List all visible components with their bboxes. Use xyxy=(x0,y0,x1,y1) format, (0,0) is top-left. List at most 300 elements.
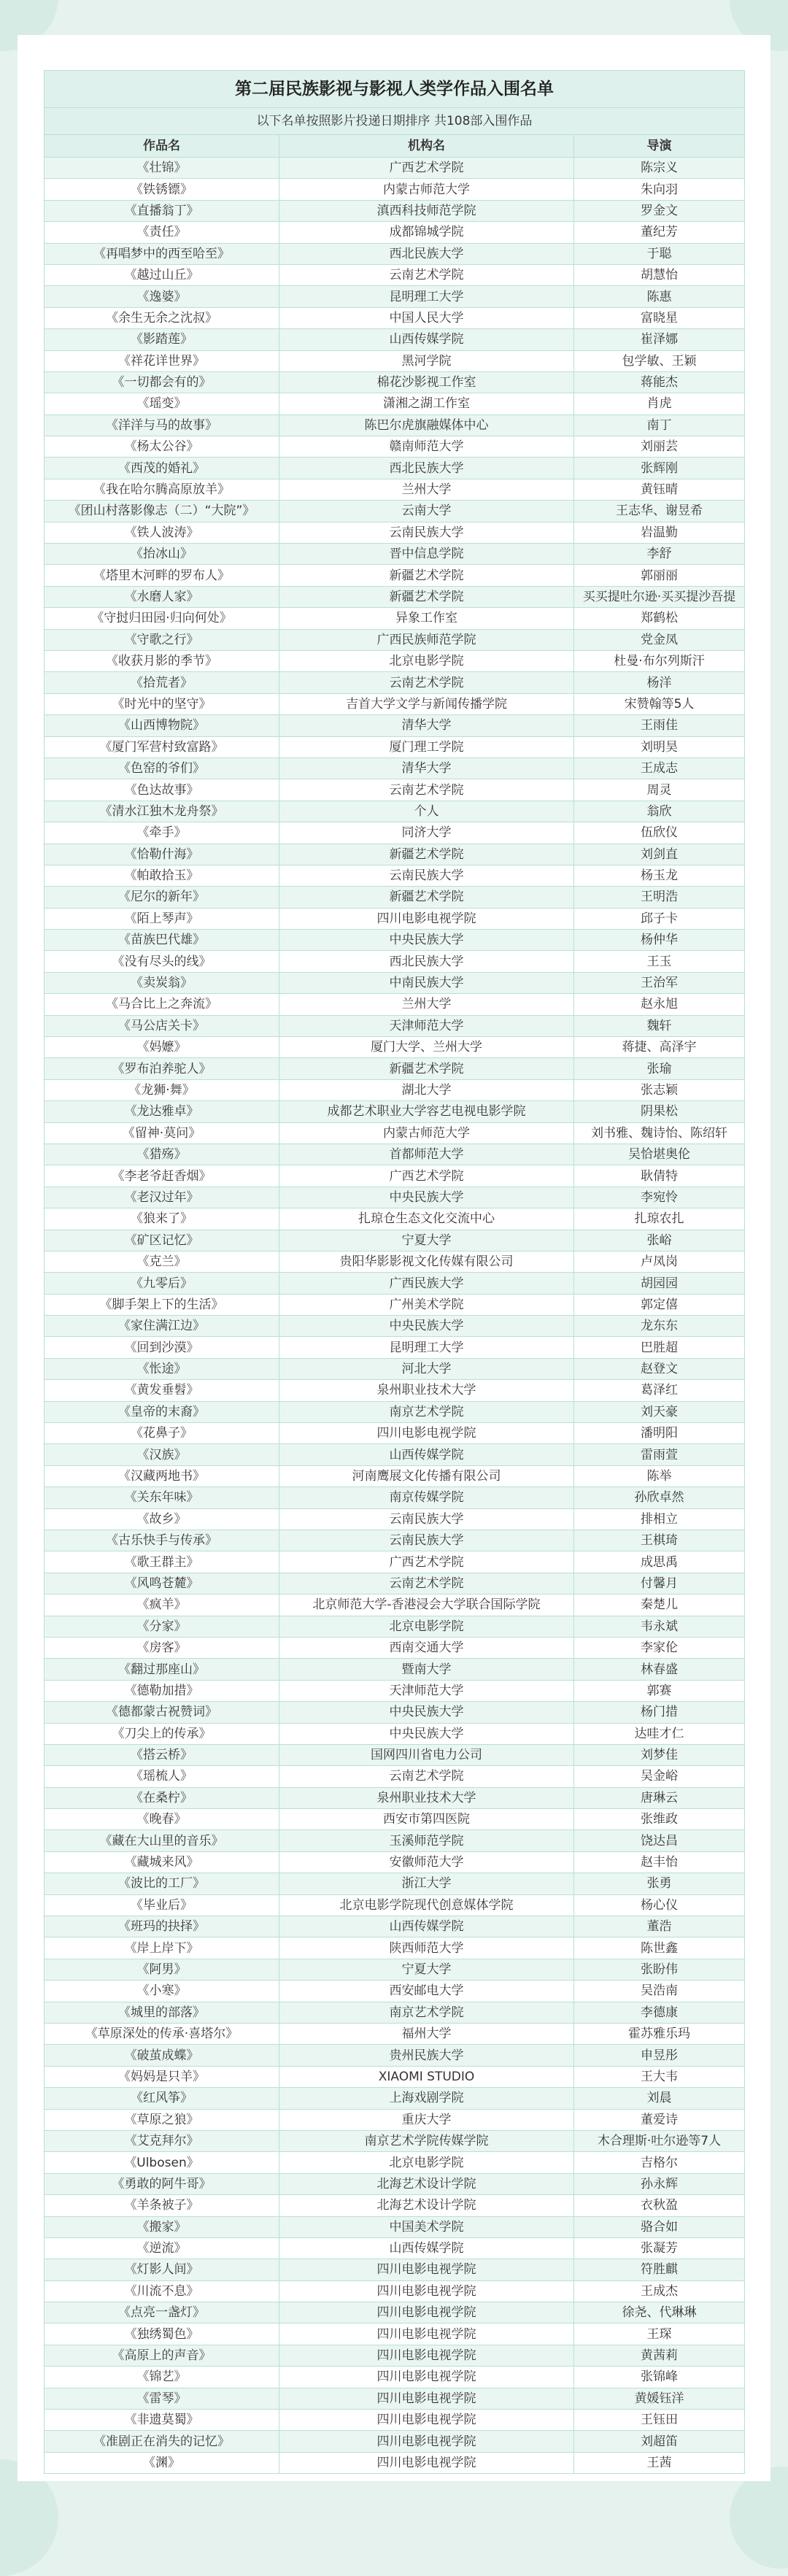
cell-work: 《疯羊》 xyxy=(45,1594,279,1616)
table-row xyxy=(45,1937,745,1959)
table-row xyxy=(45,736,745,757)
table-row xyxy=(45,608,745,629)
cell-institution: 厦门大学、兰州大学 xyxy=(279,1037,574,1058)
table-row xyxy=(45,1273,745,1294)
cell-institution: 云南民族大学 xyxy=(279,865,574,886)
cell-institution: 西北民族大学 xyxy=(279,458,574,479)
cell-work: 《刀尖上的传承》 xyxy=(45,1723,279,1744)
table-row xyxy=(45,2173,745,2194)
cell-work: 《川流不息》 xyxy=(45,2280,279,2302)
cell-director: 赵永旭 xyxy=(574,994,745,1015)
cell-work: 《黄发垂髫》 xyxy=(45,1380,279,1401)
cell-work: 《草原之狼》 xyxy=(45,2109,279,2130)
cell-work: 《非遗莫蜀》 xyxy=(45,2410,279,2431)
cell-director: 蒋能杰 xyxy=(574,371,745,393)
cell-director: 陈宗义 xyxy=(574,158,745,179)
cell-institution: 扎琼仓生态文化交流中心 xyxy=(279,1208,574,1230)
cell-director: 刘丽芸 xyxy=(574,436,745,458)
cell-institution: 四川电影电视学院 xyxy=(279,908,574,929)
subtitle-row xyxy=(45,108,745,135)
table-row xyxy=(45,2088,745,2109)
cell-institution: 陈巴尔虎旗融媒体中心 xyxy=(279,414,574,436)
cell-institution: 赣南师范大学 xyxy=(279,436,574,458)
cell-institution: 西北民族大学 xyxy=(279,951,574,972)
cell-director: 胡园园 xyxy=(574,1273,745,1294)
cell-work: 《塔里木河畔的罗布人》 xyxy=(45,565,279,586)
table-row xyxy=(45,1144,745,1165)
cell-director: 刘晨 xyxy=(574,2088,745,2109)
table-row xyxy=(45,1959,745,1980)
cell-director: 伍欣仪 xyxy=(574,822,745,844)
table-row xyxy=(45,930,745,951)
column-header-work: 作品名 xyxy=(45,135,279,158)
cell-institution: 西安邮电大学 xyxy=(279,1981,574,2002)
table-row xyxy=(45,586,745,607)
cell-director: 巴胜超 xyxy=(574,1337,745,1358)
table-row xyxy=(45,2345,745,2366)
table-row xyxy=(45,2452,745,2473)
table-row xyxy=(45,2023,745,2044)
table-row xyxy=(45,1530,745,1551)
cell-institution: 广西艺术学院 xyxy=(279,1165,574,1187)
table-row xyxy=(45,1230,745,1251)
cell-director: 朱向羽 xyxy=(574,179,745,200)
cell-director: 黄钰晴 xyxy=(574,479,745,500)
cell-work: 《岸上岸下》 xyxy=(45,1937,279,1959)
cell-institution: 宁夏大学 xyxy=(279,1959,574,1980)
cell-director: 吴恰堪奥伦 xyxy=(574,1144,745,1165)
cell-work: 《卖炭翁》 xyxy=(45,972,279,993)
cell-director: 唐琳云 xyxy=(574,1787,745,1808)
cell-director: 达哇才仁 xyxy=(574,1723,745,1744)
cell-director: 富晓星 xyxy=(574,307,745,328)
cell-institution: 成都艺术职业大学容艺电视电影学院 xyxy=(279,1101,574,1122)
cell-institution: 西北民族大学 xyxy=(279,243,574,264)
cell-director: 王玉 xyxy=(574,951,745,972)
cell-institution: 四川电影电视学院 xyxy=(279,2410,574,2431)
cell-director: 黄媛钰洋 xyxy=(574,2388,745,2409)
cell-director: 宋赞翰等5人 xyxy=(574,693,745,714)
cell-work: 《藏在大山里的音乐》 xyxy=(45,1830,279,1851)
cell-work: 《苗族巴代雄》 xyxy=(45,930,279,951)
cell-director: 郭赛 xyxy=(574,1680,745,1701)
cell-director: 龙东东 xyxy=(574,1316,745,1337)
header-row xyxy=(45,135,745,158)
table-row xyxy=(45,479,745,500)
cell-work: 《家住满江边》 xyxy=(45,1316,279,1337)
cell-work: 《壮锦》 xyxy=(45,158,279,179)
cell-institution: 云南艺术学院 xyxy=(279,1573,574,1594)
cell-institution: 中央民族大学 xyxy=(279,1702,574,1723)
cell-institution: 天津师范大学 xyxy=(279,1015,574,1036)
cell-director: 杨心仪 xyxy=(574,1894,745,1916)
table-row xyxy=(45,1830,745,1851)
cell-institution: 潇湘之湖工作室 xyxy=(279,393,574,414)
page-title: 第二届民族影视与影视人类学作品入围名单 xyxy=(45,71,745,108)
cell-director: 徐尧、代琳琳 xyxy=(574,2302,745,2324)
cell-institution: 四川电影电视学院 xyxy=(279,2367,574,2388)
table-row xyxy=(45,951,745,972)
table-row xyxy=(45,2002,745,2023)
cell-work: 《分家》 xyxy=(45,1616,279,1637)
table-row xyxy=(45,1744,745,1765)
table-row xyxy=(45,1358,745,1379)
cell-director: 衣秋盈 xyxy=(574,2195,745,2216)
table-row xyxy=(45,801,745,822)
cell-work: 《收获月影的季节》 xyxy=(45,650,279,671)
cell-director: 王明浩 xyxy=(574,887,745,908)
table-row xyxy=(45,1702,745,1723)
table-row xyxy=(45,1981,745,2002)
table-row xyxy=(45,1187,745,1208)
cell-institution: 北海艺术设计学院 xyxy=(279,2195,574,2216)
cell-work: 《雷琴》 xyxy=(45,2388,279,2409)
column-header-institution: 机构名 xyxy=(279,135,574,158)
cell-work: 《古乐快手与传承》 xyxy=(45,1530,279,1551)
cell-work: 《牵手》 xyxy=(45,822,279,844)
table-row xyxy=(45,1122,745,1144)
cell-institution: 滇西科技师范学院 xyxy=(279,200,574,221)
cell-institution: 北京电影学院 xyxy=(279,1616,574,1637)
cell-institution: 山西传媒学院 xyxy=(279,2237,574,2259)
table-row xyxy=(45,822,745,844)
cell-work: 《直播翁丁》 xyxy=(45,200,279,221)
cell-work: 《留神·莫问》 xyxy=(45,1122,279,1144)
nominee-table xyxy=(44,70,745,2474)
cell-director: 王成杰 xyxy=(574,2280,745,2302)
cell-director: 刘天豪 xyxy=(574,1401,745,1422)
cell-institution: 成都锦城学院 xyxy=(279,222,574,243)
table-row xyxy=(45,2302,745,2324)
cell-work: 《汉藏两地书》 xyxy=(45,1465,279,1486)
cell-institution: 清华大学 xyxy=(279,715,574,736)
cell-institution: 暨南大学 xyxy=(279,1659,574,1680)
table-row xyxy=(45,1508,745,1530)
cell-director: 王大韦 xyxy=(574,2066,745,2087)
cell-work: 《关东年味》 xyxy=(45,1487,279,1508)
cell-director: 孙欣卓然 xyxy=(574,1487,745,1508)
cell-work: 《藏城来风》 xyxy=(45,1851,279,1873)
cell-director: 周灵 xyxy=(574,779,745,801)
cell-work: 《波比的工厂》 xyxy=(45,1873,279,1894)
cell-institution: 中国美术学院 xyxy=(279,2216,574,2237)
cell-institution: 中国人民大学 xyxy=(279,307,574,328)
cell-director: 霍苏雅乐玛 xyxy=(574,2023,745,2044)
cell-institution: 北京电影学院 xyxy=(279,650,574,671)
cell-institution: 山西传媒学院 xyxy=(279,1444,574,1465)
cell-director: 黄茜莉 xyxy=(574,2345,745,2366)
table-row xyxy=(45,2280,745,2302)
cell-work: 《水磨人家》 xyxy=(45,586,279,607)
cell-work: 《色窑的爷们》 xyxy=(45,757,279,779)
cell-director: 林春盛 xyxy=(574,1659,745,1680)
cell-director: 杨门措 xyxy=(574,1702,745,1723)
cell-director: 符胜麒 xyxy=(574,2259,745,2280)
cell-work: 《守挝归田园·归向何处》 xyxy=(45,608,279,629)
cell-work: 《杨太公谷》 xyxy=(45,436,279,458)
cell-director: 杨玉龙 xyxy=(574,865,745,886)
cell-work: 《祥花详世界》 xyxy=(45,350,279,371)
cell-work: 《怅途》 xyxy=(45,1358,279,1379)
cell-institution: 昆明理工大学 xyxy=(279,286,574,307)
cell-institution: 湖北大学 xyxy=(279,1079,574,1100)
cell-institution: 山西传媒学院 xyxy=(279,329,574,350)
cell-director: 吉格尔 xyxy=(574,2152,745,2173)
cell-work: 《德勒加措》 xyxy=(45,1680,279,1701)
table-row xyxy=(45,1894,745,1916)
cell-institution: 个人 xyxy=(279,801,574,822)
table-row xyxy=(45,1465,745,1486)
cell-work: 《在桑柠》 xyxy=(45,1787,279,1808)
cell-director: 雷雨萱 xyxy=(574,1444,745,1465)
table-row xyxy=(45,1380,745,1401)
cell-director: 刘梦佳 xyxy=(574,1744,745,1765)
cell-director: 潘明阳 xyxy=(574,1423,745,1444)
cell-institution: 中央民族大学 xyxy=(279,1187,574,1208)
table-row xyxy=(45,1659,745,1680)
cell-institution: 安徽师范大学 xyxy=(279,1851,574,1873)
table-row xyxy=(45,264,745,285)
cell-institution: 福州大学 xyxy=(279,2023,574,2044)
cell-director: 董浩 xyxy=(574,1916,745,1937)
cell-institution: 新疆艺术学院 xyxy=(279,565,574,586)
table-row xyxy=(45,2066,745,2087)
cell-institution: 新疆艺术学院 xyxy=(279,1058,574,1079)
cell-institution: 广西民族师范学院 xyxy=(279,629,574,650)
cell-institution: 云南民族大学 xyxy=(279,522,574,543)
table-row xyxy=(45,629,745,650)
table-row xyxy=(45,693,745,714)
table-row xyxy=(45,414,745,436)
cell-director: 邱子卡 xyxy=(574,908,745,929)
cell-institution: 兰州大学 xyxy=(279,479,574,500)
cell-work: 《瑶梳人》 xyxy=(45,1766,279,1787)
cell-director: 于聪 xyxy=(574,243,745,264)
cell-institution: 南京艺术学院传媒学院 xyxy=(279,2130,574,2151)
table-row xyxy=(45,2259,745,2280)
cell-director: 王志华、谢昱希 xyxy=(574,501,745,522)
cell-work: 《一切都会有的》 xyxy=(45,371,279,393)
table-row xyxy=(45,307,745,328)
cell-institution: 厦门理工学院 xyxy=(279,736,574,757)
cell-institution: 上海戏剧学院 xyxy=(279,2088,574,2109)
table-row xyxy=(45,1444,745,1465)
cell-work: 《我在哈尔腾高原放羊》 xyxy=(45,479,279,500)
cell-work: 《老汉过年》 xyxy=(45,1187,279,1208)
table-row xyxy=(45,650,745,671)
cell-institution: 四川电影电视学院 xyxy=(279,1423,574,1444)
table-row xyxy=(45,2410,745,2431)
cell-work: 《草原深处的传承·喜塔尔》 xyxy=(45,2023,279,2044)
cell-work: 《回到沙漠》 xyxy=(45,1337,279,1358)
table-row xyxy=(45,2216,745,2237)
cell-work: 《洋洋与马的故事》 xyxy=(45,414,279,436)
cell-work: 《再唱梦中的西至哈至》 xyxy=(45,243,279,264)
cell-work: 《独绣蜀色》 xyxy=(45,2324,279,2345)
cell-director: 葛泽红 xyxy=(574,1380,745,1401)
cell-work: 《影踏莲》 xyxy=(45,329,279,350)
cell-director: 孙永辉 xyxy=(574,2173,745,2194)
table-row xyxy=(45,2045,745,2066)
table-row xyxy=(45,1316,745,1337)
cell-institution: 泉州职业技术大学 xyxy=(279,1787,574,1808)
table-row xyxy=(45,329,745,350)
table-row xyxy=(45,1851,745,1873)
cell-institution: 同济大学 xyxy=(279,822,574,844)
cell-work: 《克兰》 xyxy=(45,1251,279,1272)
cell-work: 《逸婆》 xyxy=(45,286,279,307)
cell-institution: 贵州民族大学 xyxy=(279,2045,574,2066)
cell-director: 刘超笛 xyxy=(574,2431,745,2452)
cell-institution: 广西艺术学院 xyxy=(279,158,574,179)
cell-director: 申昱彤 xyxy=(574,2045,745,2066)
cell-work: 《罗布泊养驼人》 xyxy=(45,1058,279,1079)
cell-director: 张志颖 xyxy=(574,1079,745,1100)
cell-institution: 异象工作室 xyxy=(279,608,574,629)
cell-institution: 重庆大学 xyxy=(279,2109,574,2130)
cell-work: 《陌上琴声》 xyxy=(45,908,279,929)
cell-institution: 中央民族大学 xyxy=(279,1723,574,1744)
cell-work: 《团山村落影像志（二）“大院”》 xyxy=(45,501,279,522)
table-row xyxy=(45,1058,745,1079)
cell-director: 杨仲华 xyxy=(574,930,745,951)
table-row xyxy=(45,994,745,1015)
table-row xyxy=(45,2388,745,2409)
cell-work: 《马合比上之奔流》 xyxy=(45,994,279,1015)
table-row xyxy=(45,565,745,586)
table-row xyxy=(45,1401,745,1422)
cell-institution: 贵阳华影影视文化传媒有限公司 xyxy=(279,1251,574,1272)
cell-director: 张凝芳 xyxy=(574,2237,745,2259)
cell-director: 岩温勤 xyxy=(574,522,745,543)
cell-director: 阴果松 xyxy=(574,1101,745,1122)
cell-work: 《锦艺》 xyxy=(45,2367,279,2388)
cell-work: 《Ulbosen》 xyxy=(45,2152,279,2173)
table-row xyxy=(45,1787,745,1808)
cell-institution: 河南鹰展文化传播有限公司 xyxy=(279,1465,574,1486)
table-body xyxy=(45,158,745,2474)
cell-director: 董纪芳 xyxy=(574,222,745,243)
cell-institution: 新疆艺术学院 xyxy=(279,844,574,865)
cell-director: 王治军 xyxy=(574,972,745,993)
cell-institution: 北京电影学院 xyxy=(279,2152,574,2173)
cell-director: 吴浩南 xyxy=(574,1981,745,2002)
cell-institution: 四川电影电视学院 xyxy=(279,2431,574,2452)
table-row xyxy=(45,1294,745,1315)
cell-director: 陈世鑫 xyxy=(574,1937,745,1959)
cell-work: 《小寒》 xyxy=(45,1981,279,2002)
cell-work: 《妈妈是只羊》 xyxy=(45,2066,279,2087)
cell-work: 《马公店关卡》 xyxy=(45,1015,279,1036)
cell-institution: 广西民族大学 xyxy=(279,1273,574,1294)
cell-director: 党金凤 xyxy=(574,629,745,650)
table-row xyxy=(45,1766,745,1787)
cell-institution: 山西传媒学院 xyxy=(279,1916,574,1937)
cell-director: 张勇 xyxy=(574,1873,745,1894)
cell-institution: 四川电影电视学院 xyxy=(279,2280,574,2302)
cell-institution: 中南民族大学 xyxy=(279,972,574,993)
cell-director: 王钰田 xyxy=(574,2410,745,2431)
table-row xyxy=(45,1723,745,1744)
cell-director: 王茜 xyxy=(574,2452,745,2473)
cell-work: 《逆流》 xyxy=(45,2237,279,2259)
cell-director: 南丁 xyxy=(574,414,745,436)
cell-director: 翁欣 xyxy=(574,801,745,822)
cell-director: 李德康 xyxy=(574,2002,745,2023)
cell-director: 韦永斌 xyxy=(574,1616,745,1637)
cell-institution: 玉溪师范学院 xyxy=(279,1830,574,1851)
cell-institution: 昆明理工大学 xyxy=(279,1337,574,1358)
table-row xyxy=(45,286,745,307)
cell-work: 《瑶变》 xyxy=(45,393,279,414)
decor-circle xyxy=(730,2467,788,2569)
cell-work: 《汉族》 xyxy=(45,1444,279,1465)
table-row xyxy=(45,371,745,393)
cell-director: 魏轩 xyxy=(574,1015,745,1036)
cell-director: 李宛怜 xyxy=(574,1187,745,1208)
table-row xyxy=(45,436,745,458)
table-row xyxy=(45,757,745,779)
table-row xyxy=(45,158,745,179)
cell-director: 吴金峪 xyxy=(574,1766,745,1787)
cell-work: 《勇敢的阿牛哥》 xyxy=(45,2173,279,2194)
table-row xyxy=(45,1079,745,1100)
table-row xyxy=(45,2195,745,2216)
cell-work: 《龙狮·舞》 xyxy=(45,1079,279,1100)
title-row xyxy=(45,71,745,108)
cell-institution: 云南大学 xyxy=(279,501,574,522)
cell-director: 蒋捷、高泽宇 xyxy=(574,1037,745,1058)
table-row xyxy=(45,2109,745,2130)
cell-work: 《越过山丘》 xyxy=(45,264,279,285)
cell-work: 《猎殇》 xyxy=(45,1144,279,1165)
cell-work: 《风鸣苍麓》 xyxy=(45,1573,279,1594)
table-row xyxy=(45,501,745,522)
cell-work: 《点亮一盏灯》 xyxy=(45,2302,279,2324)
cell-work: 《九零后》 xyxy=(45,1273,279,1294)
cell-director: 包学敏、王颖 xyxy=(574,350,745,371)
cell-director: 李家伦 xyxy=(574,1637,745,1658)
table-row xyxy=(45,1551,745,1573)
cell-work: 《恰勒什海》 xyxy=(45,844,279,865)
cell-director: 王棋琦 xyxy=(574,1530,745,1551)
cell-work: 《歌王群主》 xyxy=(45,1551,279,1573)
cell-institution: 广西艺术学院 xyxy=(279,1551,574,1573)
cell-institution: 四川电影电视学院 xyxy=(279,2452,574,2473)
cell-institution: 云南艺术学院 xyxy=(279,264,574,285)
cell-director: 卢凤岗 xyxy=(574,1251,745,1272)
cell-institution: 内蒙古师范大学 xyxy=(279,179,574,200)
cell-director: 张盼伟 xyxy=(574,1959,745,1980)
cell-institution: 北海艺术设计学院 xyxy=(279,2173,574,2194)
cell-director: 肖虎 xyxy=(574,393,745,414)
cell-work: 《拾荒者》 xyxy=(45,672,279,693)
cell-work: 《花鼻子》 xyxy=(45,1423,279,1444)
table-row xyxy=(45,1809,745,1830)
cell-director: 张锦峰 xyxy=(574,2367,745,2388)
cell-institution: 晋中信息学院 xyxy=(279,544,574,565)
cell-institution: 云南民族大学 xyxy=(279,1530,574,1551)
cell-institution: 黑河学院 xyxy=(279,350,574,371)
cell-work: 《晚春》 xyxy=(45,1809,279,1830)
cell-work: 《脚手架上下的生活》 xyxy=(45,1294,279,1315)
table-row xyxy=(45,779,745,801)
cell-institution: 云南民族大学 xyxy=(279,1508,574,1530)
cell-work: 《抬冰山》 xyxy=(45,544,279,565)
cell-institution: 新疆艺术学院 xyxy=(279,586,574,607)
cell-institution: 四川电影电视学院 xyxy=(279,2259,574,2280)
table-row xyxy=(45,672,745,693)
